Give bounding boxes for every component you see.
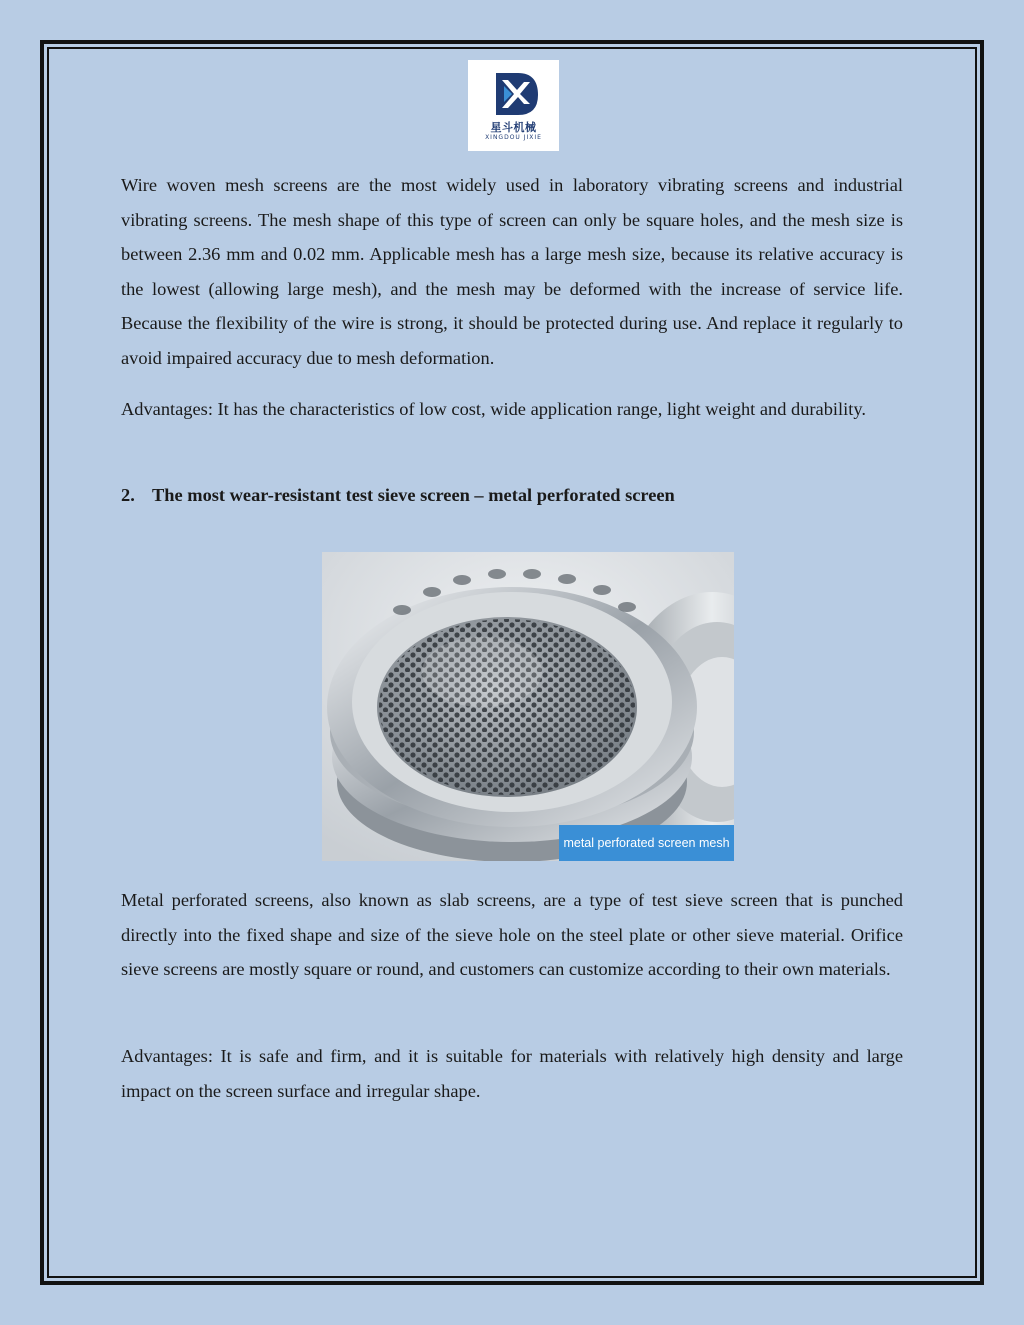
perforated-sieve-image xyxy=(322,552,734,861)
perforated-description-block xyxy=(121,883,903,987)
perforated-advantages-paragraph: Advantages: It is safe and firm, and it is suitable for materials with relatively high density and large impact on the screen surface and irregular shape. xyxy=(121,1046,903,1101)
photo-caption: metal perforated screen mesh xyxy=(559,825,734,861)
perforated-advantages-block xyxy=(121,1039,903,1108)
wire-mesh-advantages-paragraph: Advantages: It has the characteristics of low cost, wide application range, light weight and durability. xyxy=(121,399,866,419)
section-title: The most wear-resistant test sieve screen – metal perforated screen xyxy=(152,485,675,505)
wire-mesh-paragraph-block xyxy=(121,168,903,376)
logo-english-name: XINGDOU JIXIE xyxy=(485,134,542,141)
perforated-description-paragraph: Metal perforated screens, also known as slab screens, are a type of test sieve screen that is punched directly into the fixed shape and size of the sieve hole on the steel plate or other sieve material. Orifice sieve screens are mostly square or round, and customers can customize according to their own materials. xyxy=(121,890,903,980)
section-heading xyxy=(121,478,903,513)
logo-chinese-name: 星斗机械 xyxy=(490,121,537,134)
perforated-screen-photo xyxy=(322,552,734,861)
logo-mark-icon xyxy=(468,60,559,120)
wire-mesh-advantages-block xyxy=(121,392,903,427)
company-logo xyxy=(468,60,559,151)
wire-mesh-paragraph: Wire woven mesh screens are the most widely used in laboratory vibrating screens and industrial vibrating screens. The mesh shape of this type of screen can only be square holes, and the mesh size is between 2.36 mm and 0.02 mm. Applicable mesh has a large mesh size, because its relative accuracy is the lowest (allowing large mesh), and the mesh may be deformed with the increase of service life. Because the flexibility of the wire is strong, it should be protected during use. And replace it regularly to avoid impaired accuracy due to mesh deformation. xyxy=(121,175,903,368)
section-number: 2. xyxy=(121,485,135,505)
